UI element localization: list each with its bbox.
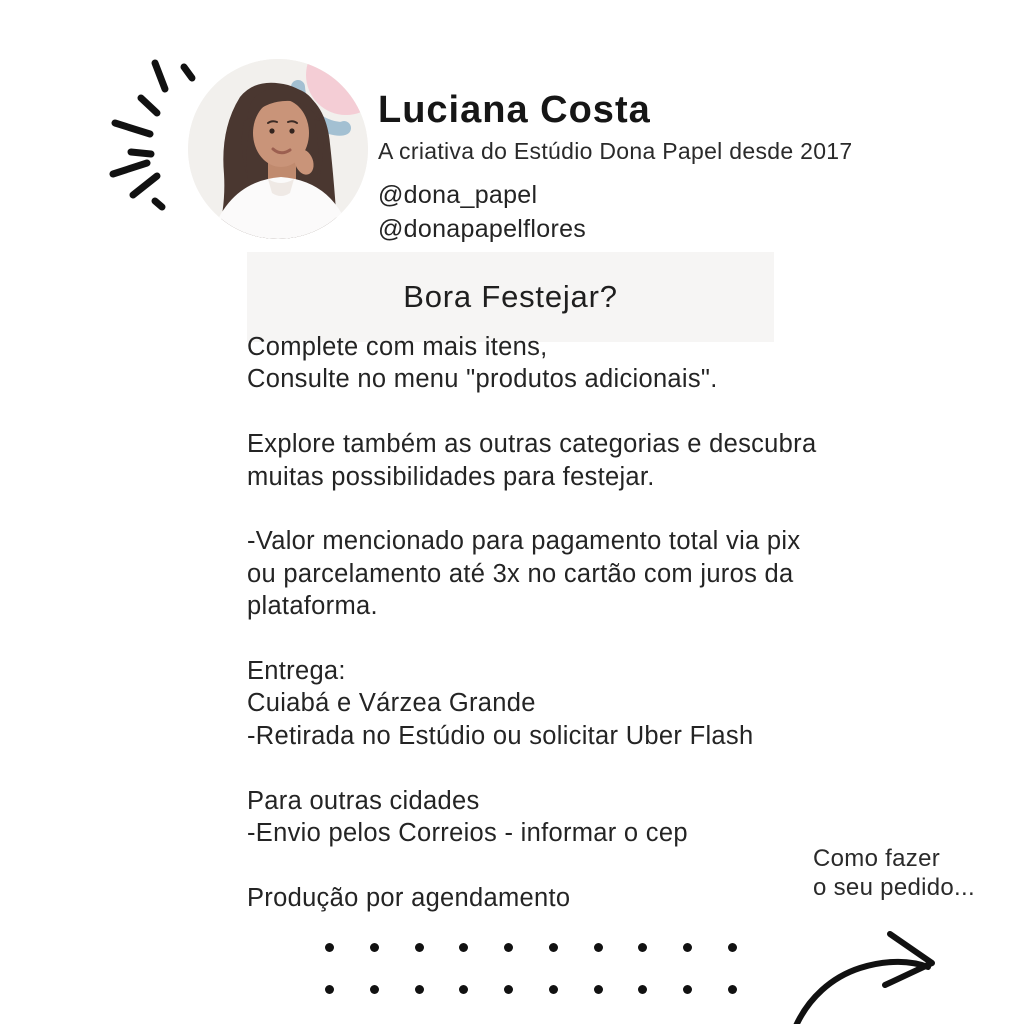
body-text-line: -Valor mencionado para pagamento total via pix [247,527,801,556]
body-text-line: muitas possibilidades para festejar. [247,462,655,491]
dot [415,985,424,994]
body-text [247,331,887,914]
title-banner [247,252,774,342]
body-text-line [247,493,887,525]
body-text-line: Cuiabá e Várzea Grande [247,689,536,718]
body-text-line: Explore também as outras categorias e descubra [247,430,817,459]
curved-arrow-icon [756,916,1024,1024]
body-text-line [247,396,887,428]
body-text-line [247,623,887,655]
handle-dona-papel: @dona_papel [378,181,538,210]
sparkle-burst-icon [103,53,203,215]
handle-donapapelflores: @donapapelflores [378,215,587,244]
dot [683,985,692,994]
dot [459,943,468,952]
dot [370,943,379,952]
dot [415,943,424,952]
body-text-line: Consulte no menu "produtos adicionais". [247,365,718,394]
dot [683,943,692,952]
dot [504,943,513,952]
dots-decoration [325,943,737,994]
profile-header [378,90,938,246]
body-text-line: -Retirada no Estúdio ou solicitar Uber Flash [247,721,754,750]
dot [638,985,647,994]
dot [549,985,558,994]
profile-handles [378,178,938,246]
body-text-line: Produção por agendamento [247,883,571,912]
banner-title: Bora Festejar? [403,279,618,314]
order-note-line-1: Como fazer [813,845,941,872]
body-text-line: plataforma. [247,592,378,621]
body-text-line: Entrega: [247,657,346,686]
body-text-line [247,752,887,784]
dot-row [325,985,737,994]
dot [728,943,737,952]
profile-name: Luciana Costa [378,89,651,131]
avatar-photo-illustration [188,59,368,239]
dot [325,943,334,952]
dot [638,943,647,952]
order-note-line-2: o seu pedido... [813,874,975,901]
avatar [188,59,368,239]
body-text-line: Para outras cidades [247,786,480,815]
dot [325,985,334,994]
profile-subtitle: A criativa do Estúdio Dona Papel desde 2017 [378,138,853,165]
dot [370,985,379,994]
dot [594,985,603,994]
dot [549,943,558,952]
dot [728,985,737,994]
dot [504,985,513,994]
body-text-line: -Envio pelos Correios - informar o cep [247,819,688,848]
dot [594,943,603,952]
dot-row [325,943,737,952]
order-note [813,844,1013,902]
body-text-line: ou parcelamento até 3x no cartão com juros da [247,559,794,588]
body-text-line [247,850,887,882]
body-text-line: Complete com mais itens, [247,333,548,361]
dot [459,985,468,994]
